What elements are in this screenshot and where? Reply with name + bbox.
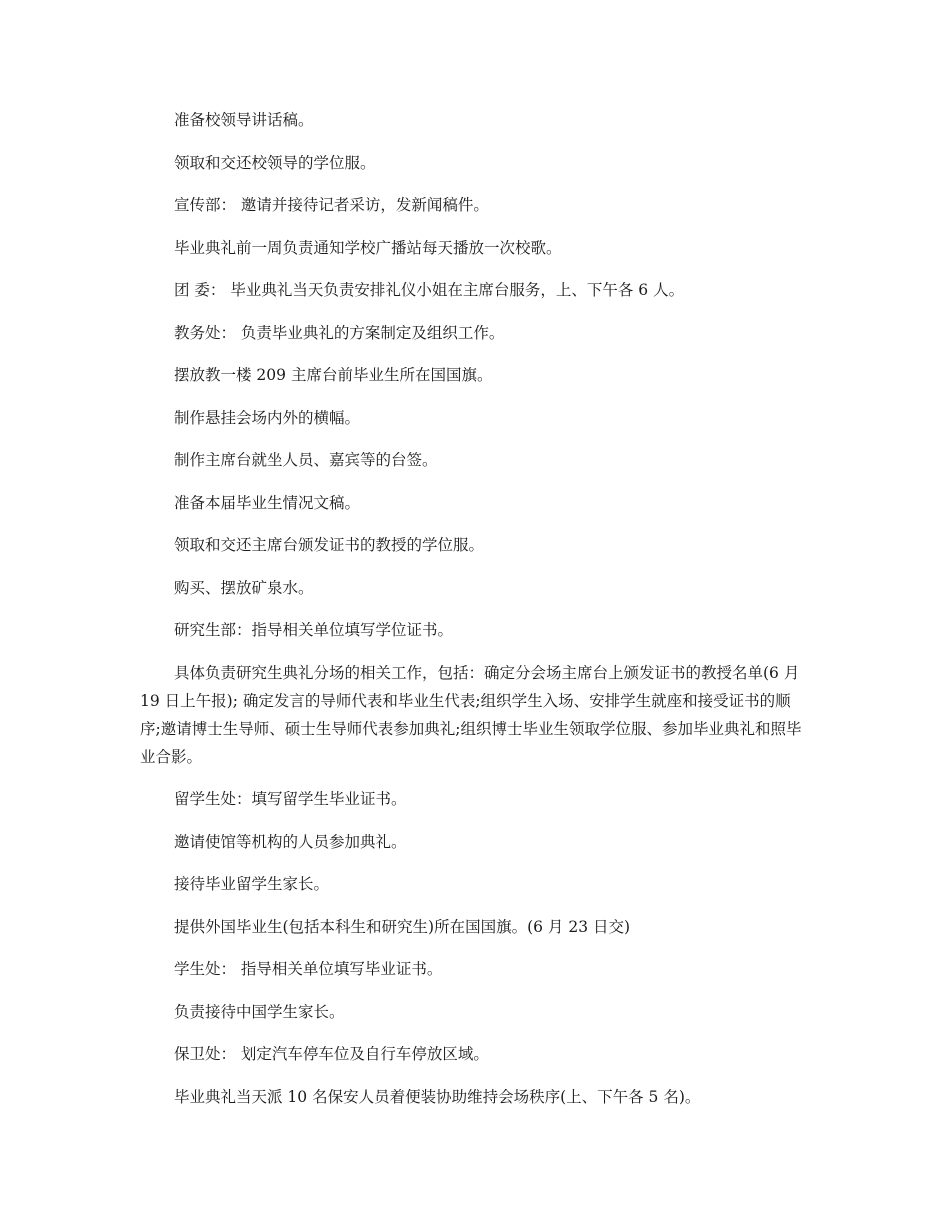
paragraph-5: 团 委： 毕业典礼当天负责安排礼仪小姐在主席台服务，上、下午各 6 人。 bbox=[174, 281, 685, 299]
paragraph-2: 领取和交还校领导的学位服。 bbox=[174, 153, 376, 172]
paragraph-8: 制作悬挂会场内外的横幅。 bbox=[174, 408, 361, 427]
paragraph-6: 教务处： 负责毕业典礼的方案制定及组织工作。 bbox=[174, 323, 505, 342]
paragraph-10: 准备本届毕业生情况文稿。 bbox=[174, 493, 361, 512]
paragraph-1: 准备校领导讲话稿。 bbox=[174, 111, 314, 129]
paragraph-15: 留学生处：填写留学生毕业证书。 bbox=[174, 790, 407, 808]
paragraph-16: 邀请使馆等机构的人员参加典礼。 bbox=[174, 832, 407, 851]
paragraph-14: 具体负责研究生典礼分场的相关工作，包括：确定分会场主席台上颁发证书的教授名单(6 月 19 日上午报); 确定发言的导师代表和毕业生代表;组织学生入场、安排学生就座和接受证书的顺序;邀请博士生导师、硕士生导师代表参加典礼;组织博士毕业生领取学位服、参加毕业典礼和照毕业合影。 bbox=[140, 663, 802, 766]
paragraph-21: 保卫处： 划定汽车停车位及自行车停放区域。 bbox=[174, 1045, 489, 1063]
paragraph-22: 毕业典礼当天派 10 名保安人员着便装协助维持会场秩序(上、下午各 5 名)。 bbox=[174, 1087, 701, 1106]
paragraph-3: 宣传部： 邀请并接待记者采访，发新闻稿件。 bbox=[174, 196, 489, 214]
paragraph-9: 制作主席台就坐人员、嘉宾等的台签。 bbox=[174, 451, 438, 469]
paragraph-18: 提供外国毕业生(包括本科生和研究生)所在国国旗。(6 月 23 日交) bbox=[174, 917, 631, 936]
paragraph-20: 负责接待中国学生家长。 bbox=[174, 1002, 345, 1021]
paragraph-12: 购买、摆放矿泉水。 bbox=[174, 578, 314, 597]
paragraph-13: 研究生部：指导相关单位填写学位证书。 bbox=[174, 621, 454, 639]
paragraph-11: 领取和交还主席台颁发证书的教授的学位服。 bbox=[174, 536, 485, 554]
paragraph-7: 摆放教一楼 209 主席台前毕业生所在国国旗。 bbox=[174, 366, 493, 384]
paragraph-4: 毕业典礼前一周负责通知学校广播站每天播放一次校歌。 bbox=[174, 238, 562, 257]
paragraph-19: 学生处： 指导相关单位填写毕业证书。 bbox=[174, 960, 443, 978]
paragraph-17: 接待毕业留学生家长。 bbox=[174, 875, 330, 893]
document-body bbox=[140, 106, 810, 1125]
